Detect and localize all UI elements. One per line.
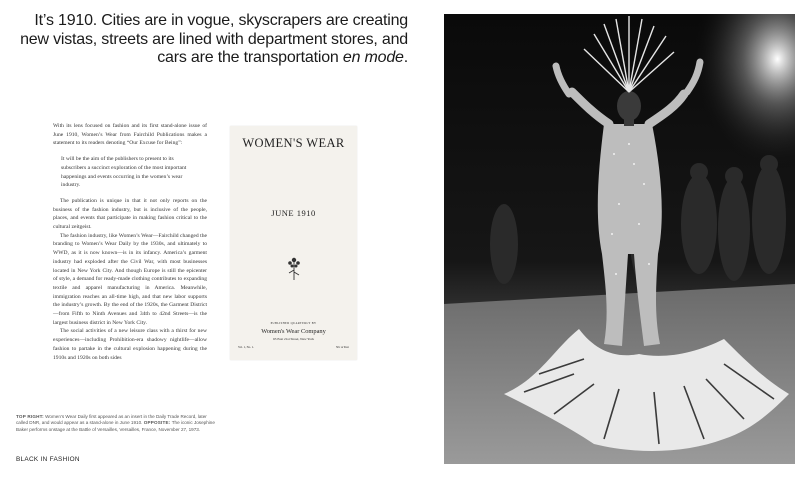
body-paragraph-1: With its lens focused on fashion and its first stand-alone issue of June 1910, Women’s Wear from Fairchild Publications makes a statement to its readers denoting “Our Excuse for Being”: [53,123,207,147]
magazine-address: 63 East 21st Street, New York [273,337,314,341]
magazine-price: 50c A Year [335,345,349,349]
body-paragraph-3: The fashion industry, like Women’s Wear—Fairchild changed the branding to Women’s Wear Daily by the 1930s, and ultimately to WWD, as it is now known—is in its infancy. America’s garment industry had exploded after the Civil War, with most businesses located in New York City. And though Europe is still the epicenter of style, a demand for ready-made clothing contributes to expanding textile and apparel manufacturing in America. Meanwhile, immigration reaches an all-time high, and that new labor supports the industry’s growth. By the end of the 1920s, the Garment District—from Fifth to Ninth Avenues and 34th to 42nd Streets—is the largest business district in New York City. [53,232,207,326]
headline-end: . [403,49,408,66]
body-paragraph-2: The publication is unique in that it not only reports on the business of the fashion industry, but is inclusive of the people, places, and events that participate in making fashion critical to the cultural zeitgeist. [53,197,207,231]
caption-text-opposite: The iconic Josephine Baker performs onstage at the Battle of Versailles, Versailles, France, November 27, 1973. [16,420,215,432]
magazine-company: Women's Wear Company [261,328,326,335]
performer-photo [444,14,795,464]
headline-text: It’s 1910. Cities are in vogue, skyscrapers are creating new vistas, streets are lined with department stores, and cars are the transportation [20,12,408,66]
body-paragraph-4: The social activities of a new leisure class with a thirst for new experiences—including Prohibition-era shadowy nightlife—allow fashion to partake in the cultural explosion happening during the 1910s and 1920s on both sides [53,328,207,361]
magazine-cover [230,126,357,360]
body-quote: It will be the aim of the publishers to present to its subscribers a succinct exploration of the most important happenings and events occurring in the women’s wear industry. [61,156,187,189]
magazine-published-line: PUBLISHED QUARTERLY BY [270,322,317,325]
flower-ornament-icon [282,254,306,282]
body-text-column [53,122,207,362]
photo-caption [16,414,216,433]
magazine-title: WOMEN'S WEAR [242,136,345,150]
caption-label-top-right: TOP RIGHT: [16,414,44,419]
magazine-volume: Vol. 1, No. 1. [238,345,255,349]
performer-photo-illustration [444,14,795,464]
caption-text-top-right: Women’s Wear Daily first appeared as an insert in the Daily Trade Record, later called DNR, and would appear as a stand-alone in June 1910. [16,414,207,426]
caption-label-opposite: OPPOSITE: [143,420,171,426]
running-footer: BLACK IN FASHION [16,456,80,463]
headline-italic: en mode [342,49,404,66]
magazine-date: JUNE 1910 [271,208,316,218]
headline [16,12,408,68]
